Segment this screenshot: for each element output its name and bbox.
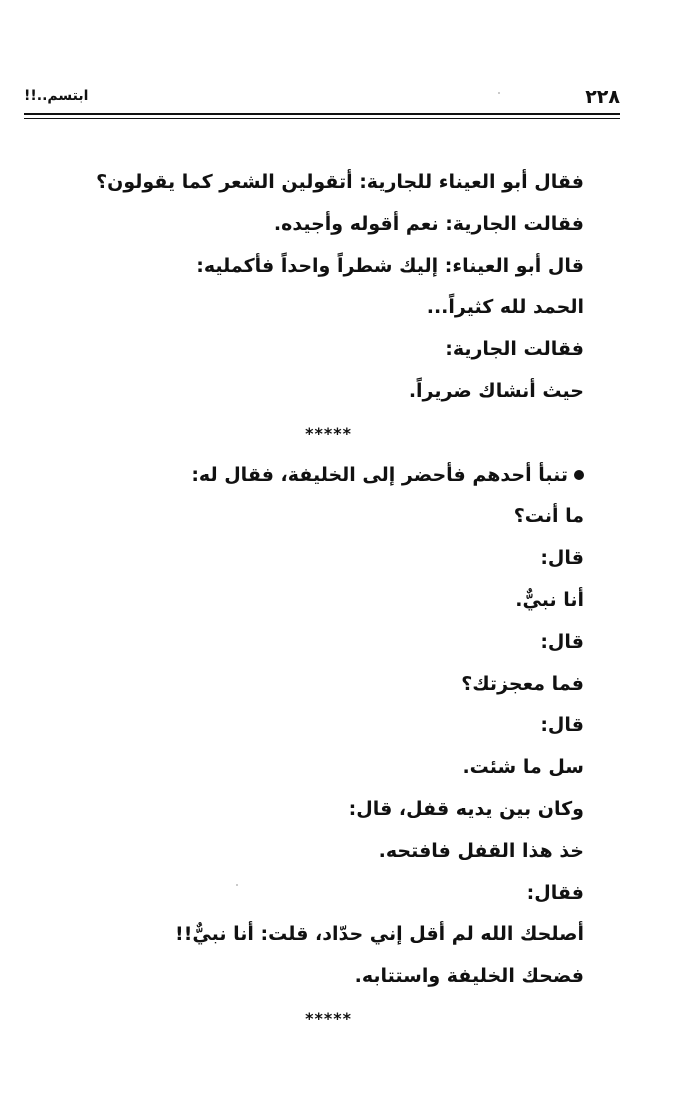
text-line: فقالت الجارية: نعم أقوله وأجيده. [273,212,584,235]
page-number: ٢٢٨ [585,86,620,108]
text-line: قال: [540,630,584,653]
bullet-line [114,455,584,497]
text-line: فضحك الخليفة واستتابه. [354,965,584,988]
text-line: قال: [540,714,584,737]
text-line: قال أبو العيناء: إليك شطراً واحداً فأكمليه: [196,254,584,277]
scan-speck [236,884,238,886]
text-line: فقال: [526,881,584,904]
scan-speck [498,92,500,94]
bullet-icon [574,470,584,480]
text-line: فقال أبو العيناء للجارية: أتقولين الشعر كما يقولون؟ [96,171,584,193]
text-line: حيث أنشاك ضريراً. [408,379,584,402]
running-title: ابتسم..!! [24,88,89,104]
header-rule-thin [24,118,620,119]
text-line: خذ هذا القفل فافتحه. [378,839,584,862]
page-header [24,78,620,106]
text-line: فما معجزتك؟ [461,672,584,695]
header-rule-thick [24,113,620,115]
text-line: فقالت الجارية: [445,338,584,361]
page-body [96,162,584,1040]
text-line: أنا نبيٌّ. [515,588,584,611]
text-line: تنبأ أحدهم فأحضر إلى الخليفة، فقال له: [191,463,568,486]
text-line: ما أنت؟ [513,505,584,528]
text-line: الحمد لله كثيراً... [426,296,584,319]
section-separator: ***** [305,1008,352,1028]
section-separator: ***** [305,423,352,443]
text-line: سل ما شئت. [462,756,584,779]
text-line: أصلحك الله لم أقل إني حدّاد، قلت: أنا نبيٌّ!! [175,923,584,946]
text-line: وكان بين يديه قفل، قال: [348,797,584,820]
text-line: قال: [540,547,584,570]
